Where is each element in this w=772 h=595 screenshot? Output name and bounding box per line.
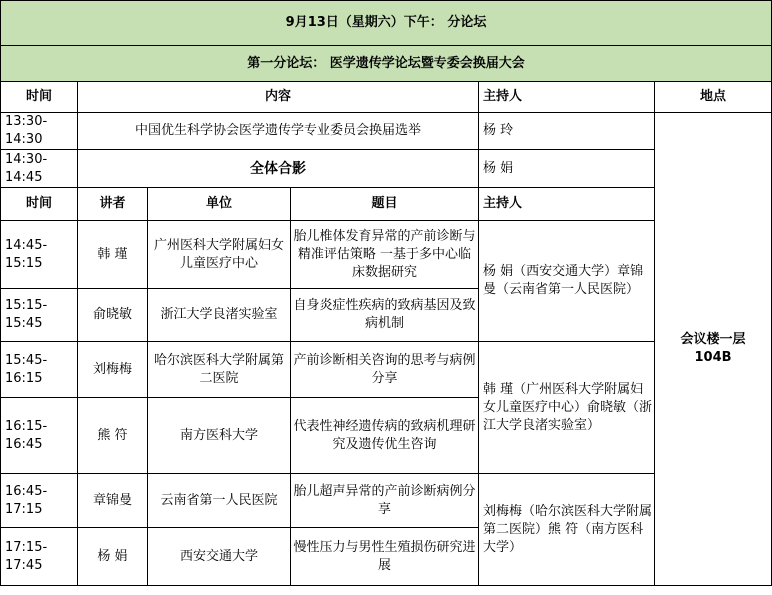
venue-line-2: 104B [694, 350, 732, 365]
header-speaker: 讲者 [78, 188, 148, 221]
title-row [1, 1, 772, 46]
speaker-cell: 熊 符 [78, 398, 148, 474]
header-unit: 单位 [148, 188, 291, 221]
header-host: 主持人 [479, 188, 655, 221]
unit-cell: 云南省第一人民医院 [148, 474, 291, 528]
venue-cell [655, 113, 772, 586]
host-cell: 杨 娟 [479, 150, 655, 188]
speaker-cell: 杨 娟 [78, 528, 148, 586]
header-time: 时间 [1, 82, 78, 113]
time-cell: 15:15-15:45 [1, 289, 78, 342]
topic-cell: 产前诊断相关咨询的思考与病例分享 [291, 342, 479, 398]
venue-line-1: 会议楼一层 [680, 332, 746, 347]
speaker-cell: 章锦曼 [78, 474, 148, 528]
subtitle-row [1, 46, 772, 82]
topic-cell: 胎儿椎体发育异常的产前诊断与精准评估策略 一基于多中心临床数据研究 [291, 221, 479, 289]
unit-cell: 广州医科大学附属妇女儿童医疗中心 [148, 221, 291, 289]
topic-cell: 自身炎症性疾病的致病基因及致病机制 [291, 289, 479, 342]
topic-cell: 胎儿超声异常的产前诊断病例分享 [291, 474, 479, 528]
host-cell: 刘梅梅（哈尔滨医科大学附属第二医院）熊 符（南方医科大学） [479, 474, 655, 586]
header-row-1 [1, 82, 772, 113]
host-cell: 杨 娟（西安交通大学）章锦曼（云南省第一人民医院） [479, 221, 655, 342]
unit-cell: 浙江大学良渚实验室 [148, 289, 291, 342]
unit-cell: 西安交通大学 [148, 528, 291, 586]
speaker-cell: 韩 瑾 [78, 221, 148, 289]
header-content: 内容 [78, 82, 479, 113]
unit-cell: 南方医科大学 [148, 398, 291, 474]
time-cell: 14:45-15:15 [1, 221, 78, 289]
host-cell: 杨 玲 [479, 113, 655, 150]
content-cell: 全体合影 [78, 150, 479, 188]
header-place: 地点 [655, 82, 772, 113]
header-topic: 题目 [291, 188, 479, 221]
time-cell: 14:30-14:45 [1, 150, 78, 188]
header-time: 时间 [1, 188, 78, 221]
unit-cell: 哈尔滨医科大学附属第二医院 [148, 342, 291, 398]
forum-subtitle: 第一分论坛： 医学遗传学论坛暨专委会换届大会 [1, 46, 772, 82]
speaker-cell: 俞晓敏 [78, 289, 148, 342]
topic-cell: 代表性神经遗传病的致病机理研究及遗传优生咨询 [291, 398, 479, 474]
time-cell: 13:30-14:30 [1, 113, 78, 150]
page-title: 9月13日（星期六）下午： 分论坛 [1, 1, 772, 46]
time-cell: 16:15-16:45 [1, 398, 78, 474]
time-cell: 15:45-16:15 [1, 342, 78, 398]
schedule-row [1, 113, 772, 150]
topic-cell: 慢性压力与男性生殖损伤研究进展 [291, 528, 479, 586]
speaker-cell: 刘梅梅 [78, 342, 148, 398]
host-cell: 韩 瑾（广州医科大学附属妇女儿童医疗中心）俞晓敏（浙江大学良渚实验室） [479, 342, 655, 474]
header-host: 主持人 [479, 82, 655, 113]
time-cell: 17:15-17:45 [1, 528, 78, 586]
time-cell: 16:45-17:15 [1, 474, 78, 528]
content-cell: 中国优生科学协会医学遗传学专业委员会换届选举 [78, 113, 479, 150]
